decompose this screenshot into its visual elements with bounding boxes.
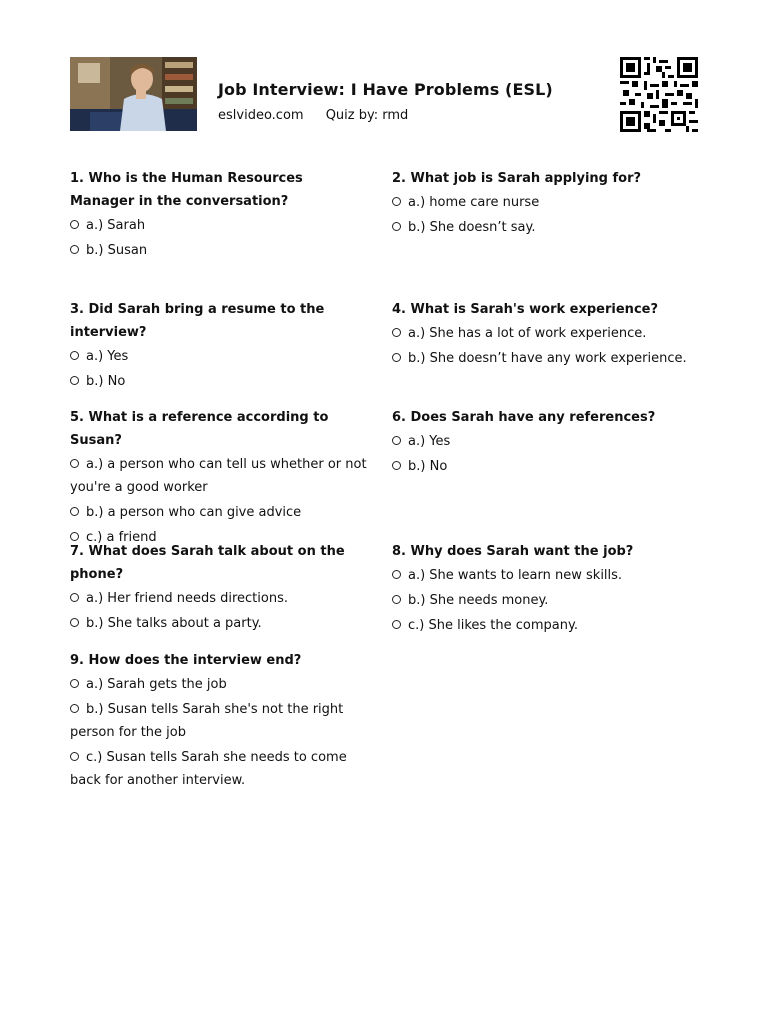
question-text: 6. Does Sarah have any references? xyxy=(392,410,656,425)
question-6 xyxy=(392,406,692,480)
question-text: 8. Why does Sarah want the job? xyxy=(392,544,634,559)
radio-icon[interactable] xyxy=(392,620,401,629)
question-text: 5. What is a reference according to Susan? xyxy=(70,410,329,448)
answer-option[interactable]: a.) Yes xyxy=(70,345,370,368)
question-1 xyxy=(70,167,370,264)
answer-option[interactable]: c.) a friend xyxy=(70,526,370,549)
answer-option[interactable]: b.) Susan tells Sarah she's not the right person for the job xyxy=(70,702,344,740)
source-link[interactable]: eslvideo.com xyxy=(218,108,304,123)
radio-icon[interactable] xyxy=(392,353,401,362)
radio-icon[interactable] xyxy=(392,461,401,470)
radio-icon[interactable] xyxy=(392,328,401,337)
answer-option[interactable]: a.) Sarah gets the job xyxy=(70,673,370,696)
quiz-author: Quiz by: rmd xyxy=(325,108,409,123)
radio-icon[interactable] xyxy=(70,593,79,602)
radio-icon[interactable] xyxy=(70,618,79,627)
answer-option[interactable]: b.) She doesn’t have any work experience. xyxy=(392,347,712,370)
answer-option[interactable]: b.) She needs money. xyxy=(392,589,692,612)
qr-code xyxy=(620,57,698,132)
question-9 xyxy=(70,649,370,794)
question-4 xyxy=(392,298,712,372)
answer-option[interactable]: b.) She talks about a party. xyxy=(70,612,370,635)
answer-option[interactable]: a.) She has a lot of work experience. xyxy=(392,322,712,345)
question-text: 9. How does the interview end? xyxy=(70,653,302,668)
radio-icon[interactable] xyxy=(70,507,79,516)
answer-option[interactable]: b.) a person who can give advice xyxy=(70,501,370,524)
radio-icon[interactable] xyxy=(70,679,79,688)
question-7 xyxy=(70,540,370,637)
question-text: 7. What does Sarah talk about on the phone? xyxy=(70,544,345,582)
question-text: 2. What job is Sarah applying for? xyxy=(392,171,642,186)
answer-option[interactable]: a.) She wants to learn new skills. xyxy=(392,564,692,587)
page-title: Job Interview: I Have Problems (ESL) xyxy=(218,80,553,99)
radio-icon[interactable] xyxy=(70,376,79,385)
video-thumbnail xyxy=(70,57,197,131)
answer-option[interactable]: b.) No xyxy=(70,370,370,393)
question-text: 1. Who is the Human Resources Manager in the conversation? xyxy=(70,171,303,209)
answer-option[interactable]: b.) No xyxy=(392,455,692,478)
radio-icon[interactable] xyxy=(70,351,79,360)
radio-icon[interactable] xyxy=(70,220,79,229)
answer-option[interactable]: c.) Susan tells Sarah she needs to come back for another interview. xyxy=(70,750,347,788)
question-2 xyxy=(392,167,692,241)
radio-icon[interactable] xyxy=(392,436,401,445)
question-text: 4. What is Sarah's work experience? xyxy=(392,302,659,317)
question-text: 3. Did Sarah bring a resume to the interview? xyxy=(70,302,325,340)
radio-icon[interactable] xyxy=(392,570,401,579)
header-meta xyxy=(218,108,408,123)
answer-option[interactable]: b.) Susan xyxy=(70,239,370,262)
question-5 xyxy=(70,406,370,551)
question-3 xyxy=(70,298,370,395)
question-8 xyxy=(392,540,692,639)
answer-option[interactable]: a.) a person who can tell us whether or not you're a good worker xyxy=(70,457,367,495)
answer-option[interactable]: a.) Sarah xyxy=(70,214,370,237)
radio-icon[interactable] xyxy=(70,459,79,468)
radio-icon[interactable] xyxy=(392,595,401,604)
radio-icon[interactable] xyxy=(392,197,401,206)
radio-icon[interactable] xyxy=(70,704,79,713)
radio-icon[interactable] xyxy=(70,752,79,761)
answer-option[interactable]: c.) She likes the company. xyxy=(392,614,692,637)
answer-option[interactable]: a.) home care nurse xyxy=(392,191,692,214)
radio-icon[interactable] xyxy=(392,222,401,231)
answer-option[interactable]: a.) Her friend needs directions. xyxy=(70,587,370,610)
answer-option[interactable]: a.) Yes xyxy=(392,430,692,453)
radio-icon[interactable] xyxy=(70,245,79,254)
answer-option[interactable]: b.) She doesn’t say. xyxy=(392,216,692,239)
